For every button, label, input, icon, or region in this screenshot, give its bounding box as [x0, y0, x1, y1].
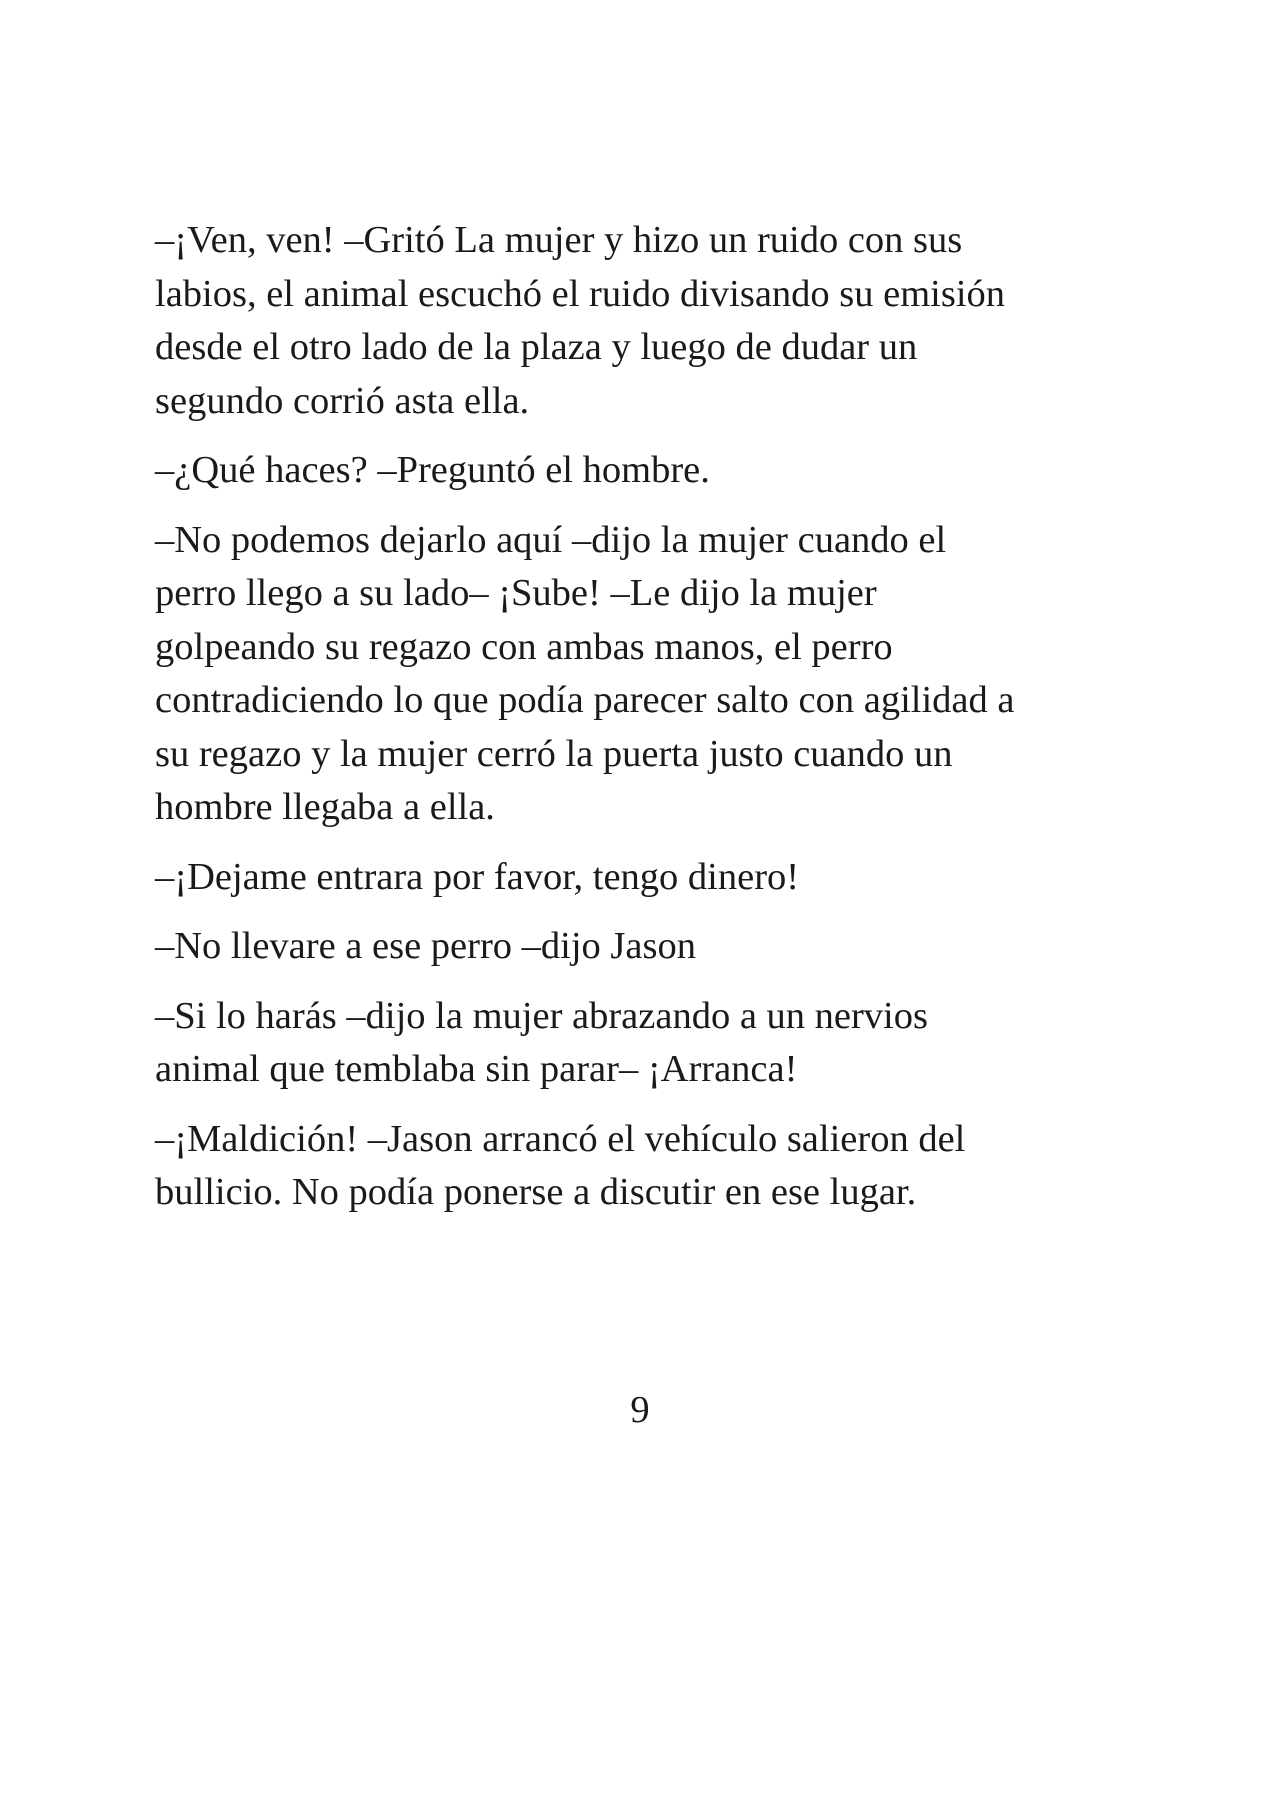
page-number: 9	[630, 1389, 650, 1431]
body-text	[155, 214, 1135, 1236]
paragraph-4: –¡Dejame entrara por favor, tengo dinero!	[155, 855, 800, 898]
paragraph-1: –¡Ven, ven! –Gritó La mujer y hizo un ruido con sus labios, el animal escuchó el ruido divisando su emisión desde el otro lado de la plaza y luego de dudar un segundo corrió asta ella.	[155, 219, 1006, 422]
paragraph-2: –¿Qué haces? –Preguntó el hombre.	[155, 449, 710, 491]
paragraph-3: –No podemos dejarlo aquí –dijo la mujer cuando el perro llego a su lado– ¡Sube! –Le dijo la mujer golpeando su regazo con ambas manos, el perro contradiciendo lo que podía parecer salto con agilidad a su regazo y la mujer cerró la puerta justo cuando un hombre llegaba a ella.	[155, 518, 1015, 828]
paragraph-6: –Si lo harás –dijo la mujer abrazando a un nervios animal que temblaba sin parar– ¡Arranca!	[155, 994, 928, 1090]
paragraph-5: –No llevare a ese perro –dijo Jason	[155, 925, 696, 967]
paragraph-7: –¡Maldición! –Jason arrancó el vehículo salieron del bullicio. No podía ponerse a discutir en ese lugar.	[155, 1117, 966, 1213]
